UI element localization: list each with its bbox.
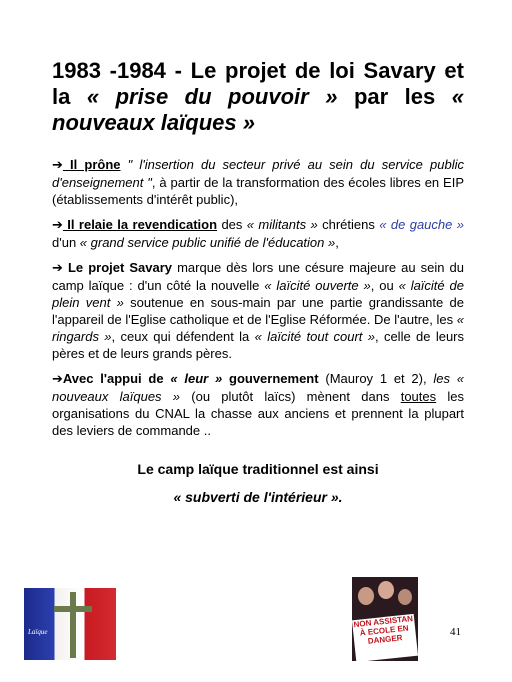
protest-sign: NON ASSISTAN À ECOLE EN DANGER: [352, 614, 418, 661]
arrow-icon: ➔: [52, 158, 63, 173]
person-face: [398, 589, 412, 605]
p4-text-1: (Mauroy 1 et 2),: [318, 371, 434, 386]
p3-text-1: marque dès lors une césure majeure au sein du camp laïque : d'un côté la nouvelle: [52, 260, 464, 293]
p2-label: Il relaie la revendication: [62, 217, 218, 232]
paragraph-4: [52, 370, 464, 439]
p4-quote-2: les « nouveaux laïques »: [52, 371, 465, 404]
protest-photo: [352, 577, 418, 661]
paragraph-2: [52, 216, 464, 251]
p3-quote-1: « laïcité ouverte »: [264, 278, 371, 293]
laicite-flag-image: [24, 588, 116, 660]
image-caption: Laïque: [28, 628, 48, 636]
slide-title: [52, 58, 464, 136]
p2-text-4: ,: [335, 235, 339, 250]
p3-text-3: soutenue en sous-main par une partie grandissante de l'appareil de l'Eglise catholique et de l'Eglise Réformée. De l'autre, les: [52, 295, 464, 327]
title-text-2: par les: [337, 84, 452, 109]
arrow-icon: ➔: [52, 261, 63, 276]
p4-text-3: les organisations du CNAL la chasse aux anciens et prennent la plupart des leviers de commande ..: [52, 389, 465, 438]
p1-text: , à partir de la transformation des écoles libres en EIP (établissements d'intérêt public),: [52, 175, 465, 207]
p4-label-1: Avec l'appui de: [62, 371, 171, 386]
title-text: 1983 -1984 - Le projet de loi Savary et la: [52, 58, 464, 109]
p2-text-2: chrétiens: [317, 217, 380, 232]
p2-quote-1: « militants »: [246, 217, 318, 232]
p2-text-1: des: [217, 217, 247, 232]
p4-text-2: (ou plutôt laïcs) mènent dans: [180, 389, 401, 404]
conclusion-line-1: Le camp laïque traditionnel est ainsi: [137, 461, 379, 477]
page-number: 41: [450, 626, 461, 638]
p3-quote-4: « laïcité tout court »: [254, 329, 375, 344]
p4-underlined: toutes: [400, 389, 437, 404]
person-face: [378, 581, 394, 599]
p4-quote-1: « leur »: [170, 371, 223, 386]
p3-text-2: , ou: [370, 278, 399, 293]
arrow-icon: ➔: [52, 218, 63, 233]
p2-quote-2: « de gauche »: [379, 217, 464, 232]
title-italic-2: « nouveaux laïques »: [52, 84, 465, 135]
paragraph-3: [52, 259, 464, 362]
p1-label: Il prône: [62, 157, 121, 172]
p2-text-3: d'un: [52, 235, 80, 250]
p3-text-4: , ceux qui défendent la: [111, 329, 255, 344]
title-italic-1: « prise du pouvoir »: [86, 84, 338, 109]
p3-quote-2: « laïcité de plein vent »: [52, 278, 464, 310]
cross-shape: [70, 592, 76, 658]
person-face: [358, 587, 374, 605]
p3-text-5: , celle de leurs pères et de leurs grands pères.: [52, 329, 465, 361]
body-text: [52, 156, 464, 447]
paragraph-1: [52, 156, 464, 208]
conclusion-line-2: « subverti de l'intérieur ».: [173, 489, 343, 505]
cross-shape: [54, 606, 92, 612]
p3-quote-3: « ringards »: [52, 312, 464, 344]
p3-label: Le projet Savary: [62, 260, 173, 275]
p2-quote-3: « grand service public unifié de l'éducation »: [79, 235, 336, 250]
p4-label-2: gouvernement: [222, 371, 319, 386]
arrow-icon: ➔: [52, 372, 63, 387]
conclusion: [52, 459, 464, 507]
p1-quote: " l'insertion du secteur privé au sein du service public d'enseignement ": [52, 157, 464, 190]
